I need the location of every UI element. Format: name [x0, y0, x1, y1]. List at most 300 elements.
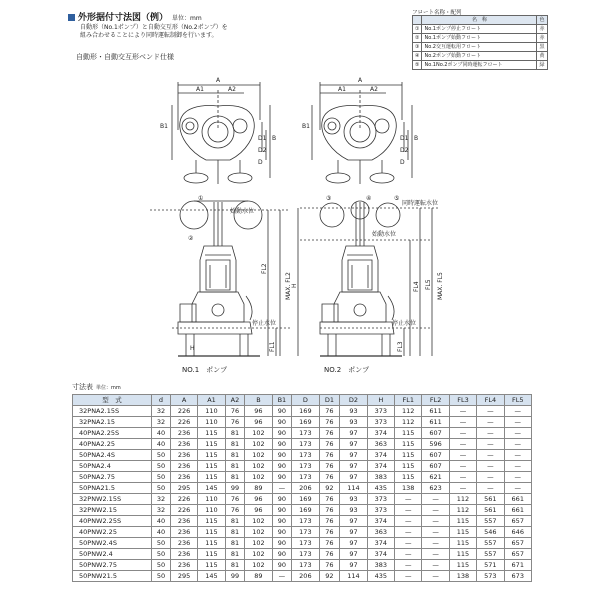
- label-h-2: H: [291, 283, 298, 288]
- pump2-top-view: [312, 82, 412, 184]
- dim-cell: 96: [245, 406, 272, 417]
- dim-cell: 50: [152, 560, 171, 571]
- model-cell: 50PNW2.4S: [73, 538, 152, 549]
- dim-cell: 76: [319, 527, 340, 538]
- dim-cell: 173: [292, 461, 319, 472]
- dim-cell: 115: [395, 450, 422, 461]
- dim-cell: 112: [449, 505, 476, 516]
- dim-cell: 236: [170, 516, 197, 527]
- dim-cell: 374: [367, 516, 394, 527]
- dim-cell: —: [477, 428, 504, 439]
- installation-drawing: [0, 60, 600, 380]
- dim-cell: 76: [319, 406, 340, 417]
- dim-cell: 81: [225, 472, 245, 483]
- dim-cell: 115: [198, 428, 225, 439]
- dim-cell: 50: [152, 461, 171, 472]
- dim-cell: 657: [504, 538, 531, 549]
- dim-cell: 32: [152, 417, 171, 428]
- dim-cell: 97: [340, 527, 367, 538]
- dim-cell: —: [504, 472, 531, 483]
- dim-cell: 611: [422, 406, 449, 417]
- dim-cell: 169: [292, 417, 319, 428]
- dim-cell: —: [504, 483, 531, 494]
- dim-cell: 236: [170, 439, 197, 450]
- drawing-subtitle: 自動形・自動交互形ベンド仕様: [76, 53, 174, 61]
- dim-cell: —: [504, 439, 531, 450]
- dim-cell: —: [449, 406, 476, 417]
- dim-cell: 115: [198, 450, 225, 461]
- dim-cell: 81: [225, 461, 245, 472]
- model-cell: 50PNA2.4: [73, 461, 152, 472]
- dim-cell: 373: [367, 406, 394, 417]
- dim-cell: 374: [367, 428, 394, 439]
- table-row: [73, 549, 532, 560]
- model-cell: 50PNW2.75: [73, 560, 152, 571]
- label-fl1-1: FL1: [269, 341, 276, 352]
- label-max-fl5: MAX. FL5: [437, 272, 444, 300]
- dim-cell: 236: [170, 428, 197, 439]
- dim-cell: 236: [170, 549, 197, 560]
- dim-header-cell: A1: [198, 395, 225, 406]
- dim-cell: 50: [152, 538, 171, 549]
- table-row: [73, 439, 532, 450]
- dim-cell: 115: [198, 549, 225, 560]
- pump2-side-view: [298, 201, 440, 356]
- intro-line-2: 組み合わせることにより同時運転制御を行います。: [80, 32, 218, 39]
- dim-cell: 115: [449, 516, 476, 527]
- dim-cell: 76: [225, 417, 245, 428]
- float-cell-color: 赤: [537, 25, 547, 34]
- table-row: [73, 527, 532, 538]
- dim-cell: 93: [340, 505, 367, 516]
- dim-cell: 90: [272, 439, 292, 450]
- dim-cell: —: [395, 527, 422, 538]
- label-max-fl2: MAX. FL2: [285, 272, 292, 300]
- dim-cell: 92: [319, 483, 340, 494]
- dim-header-cell: B1: [272, 395, 292, 406]
- model-cell: 32PNA2.15: [73, 417, 152, 428]
- dim-cell: 236: [170, 450, 197, 461]
- model-cell: 32PNA2.15S: [73, 406, 152, 417]
- float-col-name: 名 称: [422, 16, 537, 25]
- float-cell-color: 黒: [537, 43, 547, 52]
- dim-cell: 76: [319, 439, 340, 450]
- dim-cell: —: [422, 560, 449, 571]
- intro-line-1: 自動形（No.1ポンプ）と自動交互形（No.2ポンプ）を: [80, 24, 228, 31]
- dim-cell: 110: [198, 494, 225, 505]
- dim-cell: —: [477, 450, 504, 461]
- dim-cell: 50: [152, 483, 171, 494]
- float-row: [413, 25, 548, 34]
- dim-cell: 102: [245, 439, 272, 450]
- dim-cell: 102: [245, 538, 272, 549]
- dim-cell: 114: [340, 571, 367, 582]
- dim-cell: 623: [422, 483, 449, 494]
- float-cell-name: No.1ポンプ停止フロート: [422, 25, 537, 34]
- dim-header-cell: D: [292, 395, 319, 406]
- dim-cell: —: [504, 450, 531, 461]
- dim-cell: —: [449, 450, 476, 461]
- dim-cell: 435: [367, 571, 394, 582]
- dim-cell: 112: [395, 406, 422, 417]
- dim-cell: 383: [367, 472, 394, 483]
- dim-cell: 206: [292, 483, 319, 494]
- dim-cell: 173: [292, 439, 319, 450]
- label-d1-1: D1: [258, 135, 267, 142]
- dim-table-unit: 単位：mm: [96, 385, 121, 391]
- dim-cell: 97: [340, 516, 367, 527]
- dim-cell: 81: [225, 450, 245, 461]
- dim-cell: 115: [449, 549, 476, 560]
- dim-cell: 81: [225, 527, 245, 538]
- dim-cell: 236: [170, 560, 197, 571]
- dim-cell: 40: [152, 527, 171, 538]
- dim-cell: —: [422, 538, 449, 549]
- dim-cell: 97: [340, 450, 367, 461]
- label-fl2-1: FL2: [261, 263, 268, 274]
- model-cell: 50PNW2.4: [73, 549, 152, 560]
- dim-cell: 102: [245, 428, 272, 439]
- float-mark-3-p2: ③: [326, 195, 332, 202]
- dim-cell: 169: [292, 505, 319, 516]
- dim-cell: 76: [319, 461, 340, 472]
- table-row: [73, 428, 532, 439]
- dim-cell: 76: [225, 406, 245, 417]
- dim-cell: 115: [198, 516, 225, 527]
- float-cell-name: No.1No.2ポンプ同時運転フロート: [422, 61, 537, 70]
- dim-cell: 206: [292, 571, 319, 582]
- label-a-1: A: [216, 77, 221, 84]
- model-cell: 50PNW21.5: [73, 571, 152, 582]
- dim-cell: 571: [477, 560, 504, 571]
- stop-level-label-p1: 停止水位: [252, 320, 277, 327]
- dim-cell: 145: [198, 483, 225, 494]
- dim-cell: —: [449, 483, 476, 494]
- dim-cell: 173: [292, 527, 319, 538]
- dim-cell: —: [449, 417, 476, 428]
- model-cell: 50PNA2.75: [73, 472, 152, 483]
- dim-cell: —: [477, 417, 504, 428]
- label-d2-2: D2: [400, 147, 409, 154]
- dim-cell: —: [395, 505, 422, 516]
- dim-cell: 374: [367, 549, 394, 560]
- dim-cell: —: [395, 516, 422, 527]
- dim-cell: 373: [367, 505, 394, 516]
- dim-cell: 236: [170, 472, 197, 483]
- dim-cell: 110: [198, 505, 225, 516]
- dim-cell: 90: [272, 538, 292, 549]
- label-h-1: H: [190, 345, 195, 352]
- dim-cell: 363: [367, 527, 394, 538]
- dim-cell: 102: [245, 472, 272, 483]
- dim-cell: 596: [422, 439, 449, 450]
- simul-level-label: 同時運転水位: [402, 200, 439, 207]
- float-cell-name: No.2ポンプ始動フロート: [422, 52, 537, 61]
- dim-table-header-row: [73, 395, 532, 406]
- dim-header-cell: FL4: [477, 395, 504, 406]
- dim-cell: —: [422, 527, 449, 538]
- dim-cell: 373: [367, 417, 394, 428]
- dim-cell: 90: [272, 428, 292, 439]
- dim-cell: 561: [477, 505, 504, 516]
- dim-cell: 115: [198, 560, 225, 571]
- table-row: [73, 461, 532, 472]
- dim-cell: 76: [319, 428, 340, 439]
- dim-cell: 32: [152, 406, 171, 417]
- dim-cell: —: [422, 516, 449, 527]
- dim-cell: 383: [367, 560, 394, 571]
- table-row: [73, 494, 532, 505]
- dim-cell: 32: [152, 505, 171, 516]
- dim-cell: —: [272, 483, 292, 494]
- dim-table-title-text: 寸法表: [72, 383, 93, 391]
- model-cell: 40PNW2.25S: [73, 516, 152, 527]
- dim-cell: 93: [340, 406, 367, 417]
- dim-cell: 226: [170, 505, 197, 516]
- dim-cell: 374: [367, 450, 394, 461]
- dim-cell: 97: [340, 439, 367, 450]
- label-b1-2: B1: [302, 123, 310, 130]
- dim-cell: 76: [319, 450, 340, 461]
- dim-cell: —: [449, 439, 476, 450]
- dim-cell: 110: [198, 417, 225, 428]
- dim-header-cell: FL1: [395, 395, 422, 406]
- dim-cell: 621: [422, 472, 449, 483]
- dim-cell: 96: [245, 417, 272, 428]
- dim-cell: 173: [292, 549, 319, 560]
- dim-cell: 115: [198, 439, 225, 450]
- float-cell-name: No.1ポンプ始動フロート: [422, 34, 537, 43]
- dim-cell: 169: [292, 406, 319, 417]
- table-row: [73, 472, 532, 483]
- dim-table-title: [72, 382, 121, 392]
- float-col-no: [413, 16, 422, 25]
- dimension-table: [72, 394, 532, 582]
- table-row: [73, 417, 532, 428]
- dim-cell: 145: [198, 571, 225, 582]
- dim-cell: —: [395, 538, 422, 549]
- dim-cell: 81: [225, 516, 245, 527]
- label-b-1: B: [272, 135, 277, 142]
- dim-cell: 76: [319, 472, 340, 483]
- dim-header-cell: B: [245, 395, 272, 406]
- dim-cell: 557: [477, 549, 504, 560]
- float-cell-name: No.2交互運転用フロート: [422, 43, 537, 52]
- dim-cell: 173: [292, 428, 319, 439]
- dim-cell: 295: [170, 483, 197, 494]
- table-row: [73, 406, 532, 417]
- dim-cell: —: [504, 406, 531, 417]
- float-cell-no: ①: [413, 25, 422, 34]
- dim-cell: —: [449, 472, 476, 483]
- dim-cell: 102: [245, 549, 272, 560]
- dim-cell: —: [449, 428, 476, 439]
- dim-cell: 76: [319, 560, 340, 571]
- dim-cell: 76: [319, 538, 340, 549]
- label-d2-1: D2: [258, 147, 267, 154]
- dim-cell: 81: [225, 549, 245, 560]
- dim-cell: 236: [170, 538, 197, 549]
- table-row: [73, 505, 532, 516]
- table-row: [73, 571, 532, 582]
- dim-cell: 657: [504, 516, 531, 527]
- table-row: [73, 483, 532, 494]
- dim-cell: 115: [395, 461, 422, 472]
- dim-cell: 295: [170, 571, 197, 582]
- dim-cell: 374: [367, 461, 394, 472]
- label-fl5-2: FL5: [425, 279, 432, 290]
- dim-cell: —: [477, 461, 504, 472]
- dim-cell: 671: [504, 560, 531, 571]
- model-cell: 40PNW2.25: [73, 527, 152, 538]
- dim-cell: 435: [367, 483, 394, 494]
- dim-cell: 573: [477, 571, 504, 582]
- dim-cell: 169: [292, 494, 319, 505]
- model-cell: 50PNA21.5: [73, 483, 152, 494]
- label-a2-1: A2: [228, 86, 236, 93]
- dim-cell: 96: [245, 494, 272, 505]
- dim-cell: 374: [367, 538, 394, 549]
- dim-header-cell: FL2: [422, 395, 449, 406]
- dim-cell: —: [477, 483, 504, 494]
- dim-cell: 81: [225, 538, 245, 549]
- float-mark-4-p2: ④: [366, 195, 372, 202]
- dim-cell: 102: [245, 516, 272, 527]
- dim-cell: 557: [477, 516, 504, 527]
- dim-cell: 76: [319, 549, 340, 560]
- dim-cell: —: [422, 505, 449, 516]
- dim-cell: 226: [170, 494, 197, 505]
- float-cell-no: ⑤: [413, 61, 422, 70]
- title-unit: 単位：mm: [172, 15, 202, 22]
- start-level-label-p2: 始動水位: [372, 231, 397, 238]
- pump1-caption: NO.1 ポンプ: [182, 366, 228, 374]
- float-cell-color: 赤: [537, 34, 547, 43]
- dim-cell: 661: [504, 505, 531, 516]
- dim-cell: 90: [272, 406, 292, 417]
- dim-header-cell: H: [367, 395, 394, 406]
- dim-cell: 89: [245, 483, 272, 494]
- dim-cell: 92: [319, 571, 340, 582]
- dim-cell: 99: [225, 483, 245, 494]
- dim-cell: 50: [152, 450, 171, 461]
- dim-cell: 115: [395, 439, 422, 450]
- dim-cell: 557: [477, 538, 504, 549]
- dim-cell: 32: [152, 494, 171, 505]
- dim-cell: 226: [170, 406, 197, 417]
- dim-cell: 546: [477, 527, 504, 538]
- dim-cell: 81: [225, 560, 245, 571]
- dim-cell: 40: [152, 428, 171, 439]
- dim-cell: 661: [504, 494, 531, 505]
- dim-cell: 40: [152, 439, 171, 450]
- model-cell: 40PNA2.25: [73, 439, 152, 450]
- dim-cell: 110: [198, 406, 225, 417]
- dim-cell: 97: [340, 461, 367, 472]
- dim-cell: 76: [319, 505, 340, 516]
- intro-text: [80, 24, 290, 40]
- dim-cell: 40: [152, 516, 171, 527]
- dim-cell: 112: [449, 494, 476, 505]
- dim-cell: —: [422, 549, 449, 560]
- dim-cell: —: [395, 560, 422, 571]
- dim-cell: —: [504, 461, 531, 472]
- dim-cell: 90: [272, 516, 292, 527]
- float-cell-color: 黄: [537, 52, 547, 61]
- dim-cell: 90: [272, 472, 292, 483]
- model-cell: 50PNA2.4S: [73, 450, 152, 461]
- float-cell-no: ③: [413, 43, 422, 52]
- float-cell-color: 緑: [537, 61, 547, 70]
- label-a1-2: A1: [338, 86, 346, 93]
- dim-cell: —: [422, 494, 449, 505]
- dim-cell: 90: [272, 494, 292, 505]
- dim-cell: 173: [292, 538, 319, 549]
- label-b-2: B: [414, 135, 419, 142]
- float-row: [413, 34, 548, 43]
- dim-cell: 90: [272, 560, 292, 571]
- dim-cell: 115: [449, 538, 476, 549]
- float-cell-no: ④: [413, 52, 422, 61]
- label-fl4-2: FL4: [413, 281, 420, 292]
- float-mark-2-p1: ②: [188, 235, 194, 242]
- dim-cell: 50: [152, 472, 171, 483]
- dim-cell: 96: [245, 505, 272, 516]
- dim-cell: 363: [367, 439, 394, 450]
- dim-cell: —: [395, 494, 422, 505]
- dim-header-cell: d: [152, 395, 171, 406]
- dim-cell: 97: [340, 549, 367, 560]
- dim-cell: —: [272, 571, 292, 582]
- label-d-2: D: [400, 159, 405, 166]
- page-title: [68, 10, 202, 23]
- dim-cell: 76: [225, 494, 245, 505]
- dim-cell: 173: [292, 450, 319, 461]
- pump1-side-view: [150, 201, 290, 356]
- float-row: [413, 43, 548, 52]
- model-cell: 40PNA2.25S: [73, 428, 152, 439]
- dim-header-cell: D2: [340, 395, 367, 406]
- dim-cell: 173: [292, 516, 319, 527]
- dim-cell: 607: [422, 450, 449, 461]
- dim-cell: 93: [340, 417, 367, 428]
- dim-cell: 97: [340, 472, 367, 483]
- dim-cell: 81: [225, 439, 245, 450]
- dim-cell: 115: [449, 560, 476, 571]
- dim-cell: 112: [395, 417, 422, 428]
- dim-cell: —: [504, 428, 531, 439]
- table-row: [73, 538, 532, 549]
- dim-cell: 90: [272, 549, 292, 560]
- dim-cell: 99: [225, 571, 245, 582]
- dim-cell: 173: [292, 472, 319, 483]
- dim-cell: 657: [504, 549, 531, 560]
- dim-cell: 138: [449, 571, 476, 582]
- dim-cell: 115: [449, 527, 476, 538]
- dim-cell: 102: [245, 527, 272, 538]
- dim-cell: 102: [245, 461, 272, 472]
- start-level-label-p1: 始動水位: [230, 208, 255, 215]
- label-d-1: D: [258, 159, 263, 166]
- dim-cell: 50: [152, 571, 171, 582]
- pump1-top-view: [172, 82, 270, 184]
- float-cell-no: ②: [413, 34, 422, 43]
- dim-cell: 76: [319, 417, 340, 428]
- table-row: [73, 560, 532, 571]
- dim-cell: 90: [272, 417, 292, 428]
- dim-cell: 115: [198, 538, 225, 549]
- dim-cell: 115: [198, 472, 225, 483]
